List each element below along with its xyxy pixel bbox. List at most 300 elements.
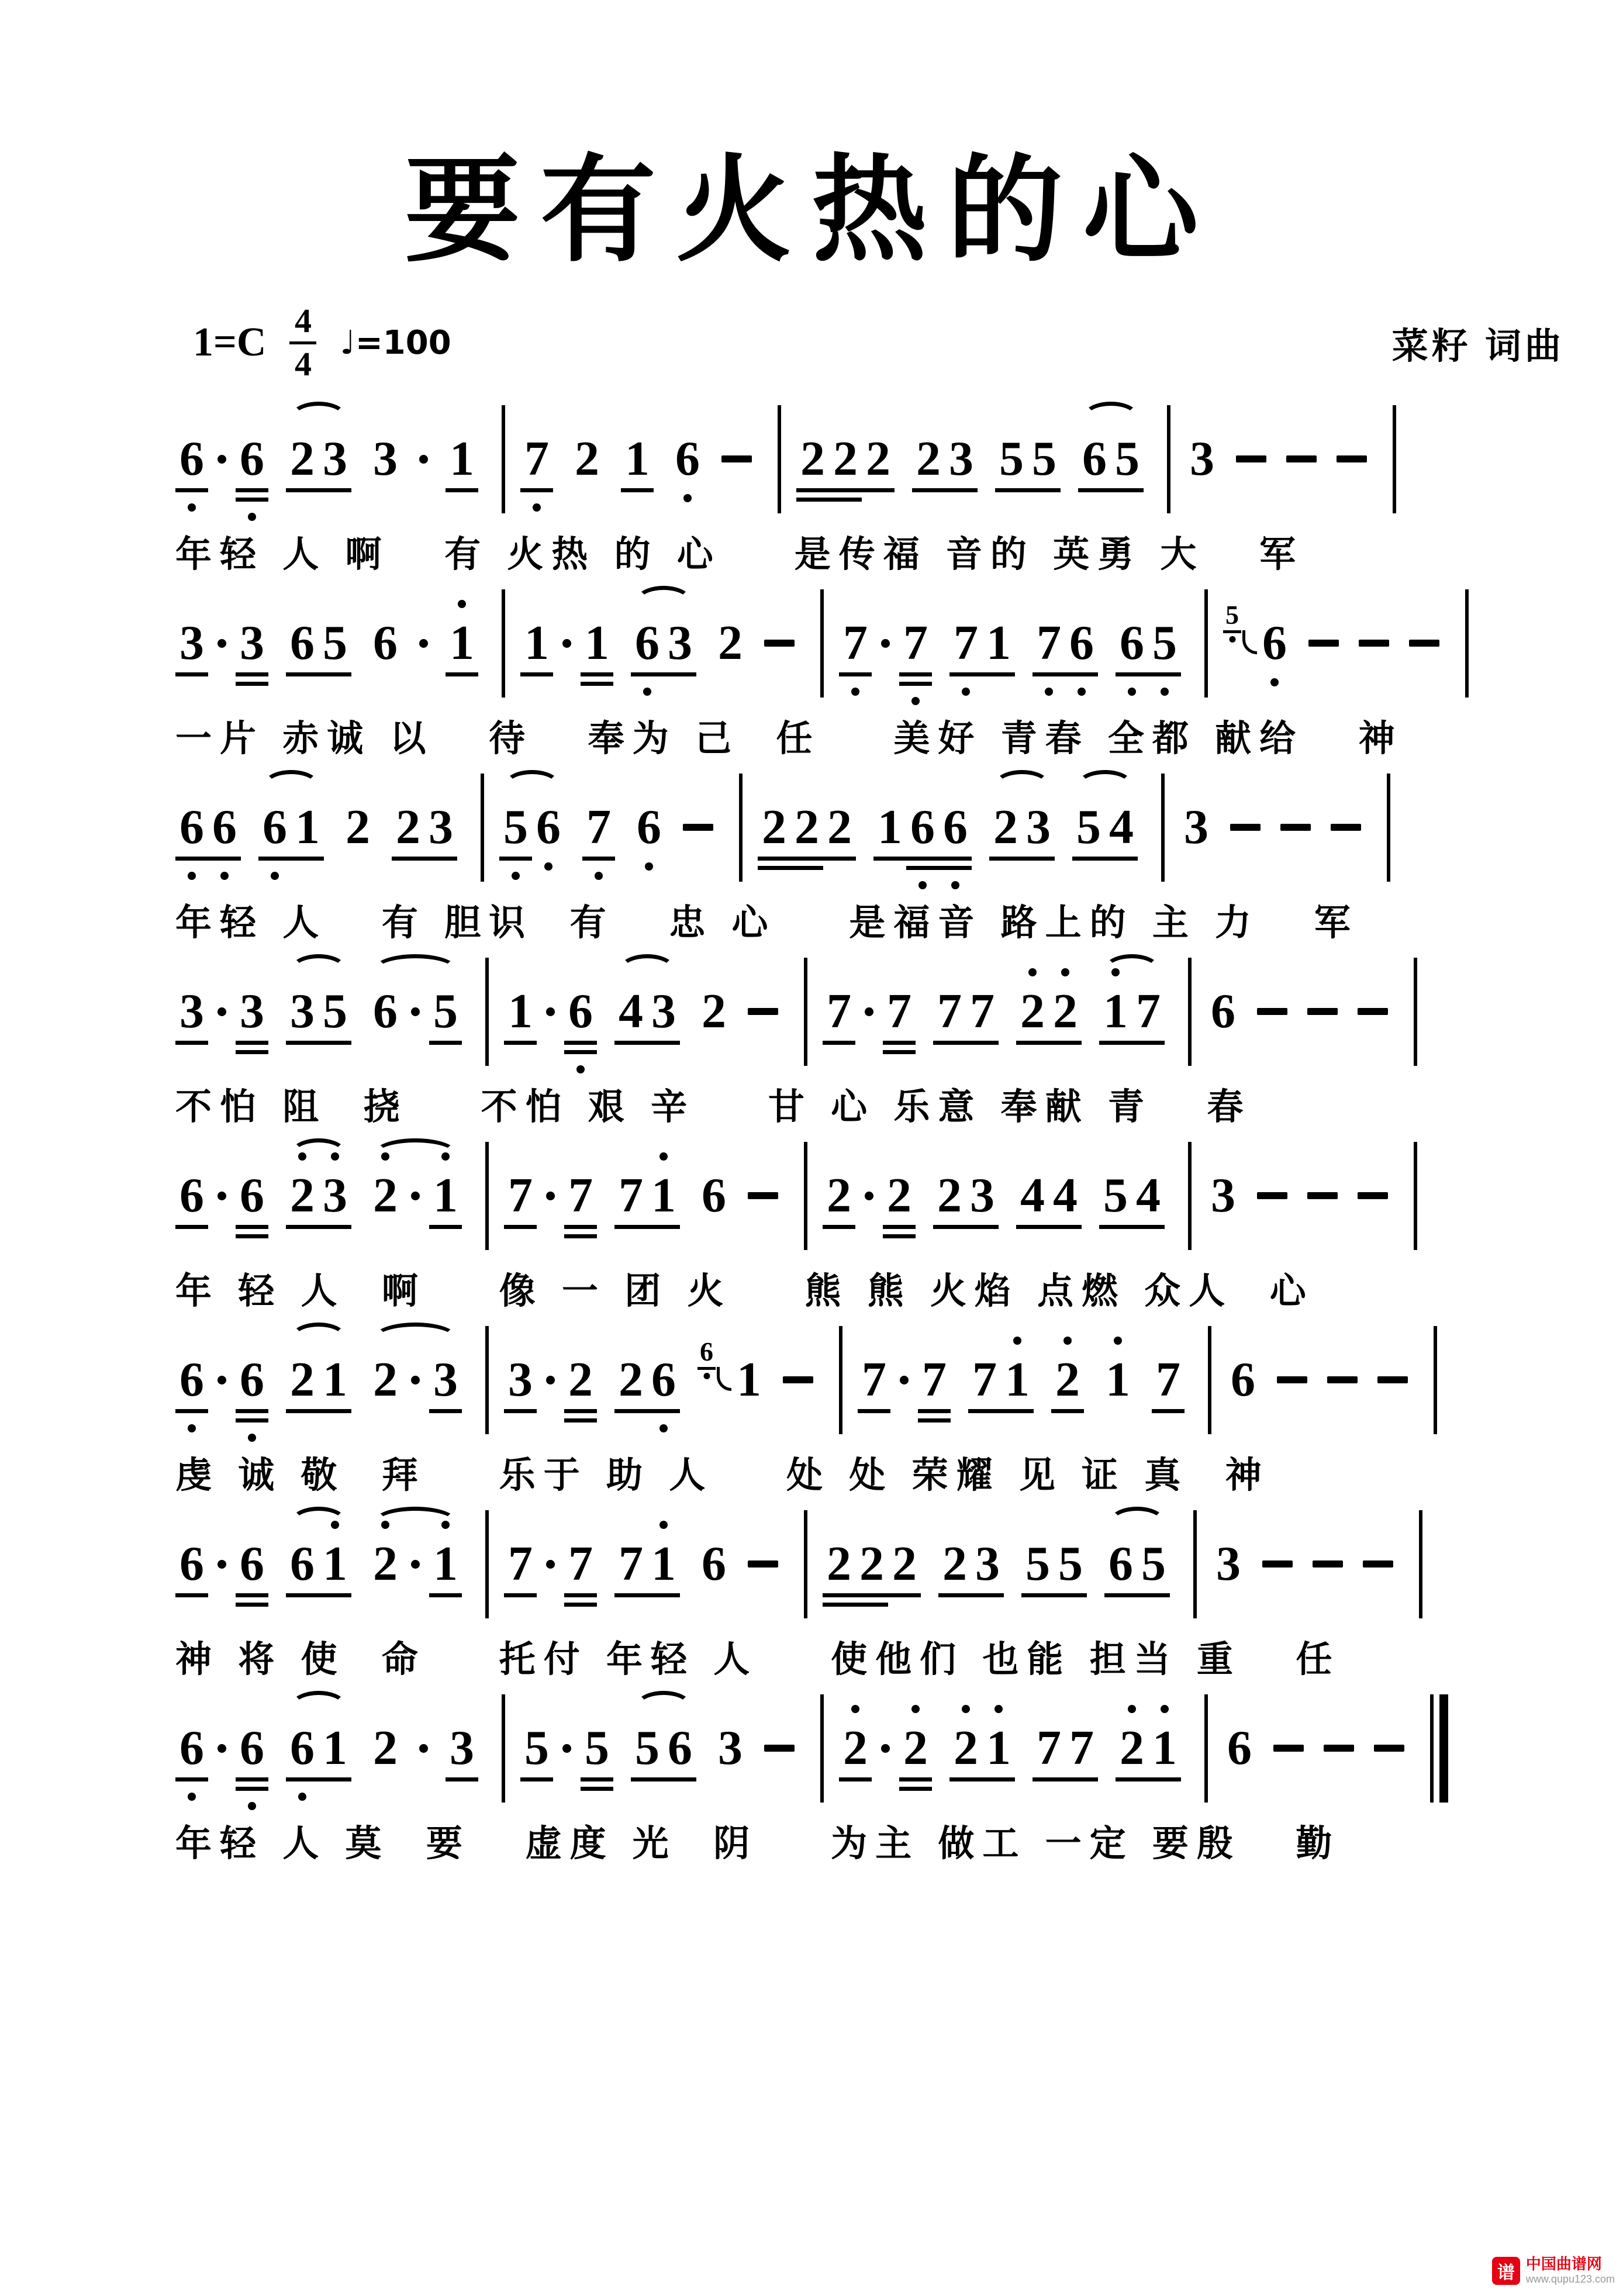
- slur-arc: [263, 770, 319, 800]
- beam-group: [938, 1539, 1004, 1589]
- augmentation-dot: [546, 1192, 555, 1200]
- beam-underline: [319, 1225, 351, 1229]
- note-digit: 3: [508, 1352, 533, 1407]
- duration-dash: [764, 640, 795, 647]
- note: [1099, 984, 1132, 1038]
- octave-dot-high: [1111, 968, 1120, 976]
- note: [858, 1352, 890, 1407]
- note-digit: 1: [1152, 1721, 1177, 1775]
- note: [1054, 1539, 1087, 1589]
- note-digit: 3: [1026, 800, 1051, 854]
- note-digit: 4: [619, 984, 643, 1038]
- octave-dot-low: [188, 1424, 196, 1432]
- augmentation-dot: [217, 639, 226, 648]
- beam-underline: [664, 672, 696, 676]
- note: [614, 1168, 647, 1223]
- note-digit: 6: [179, 1721, 204, 1775]
- note-digit: 7: [524, 431, 549, 486]
- note: [564, 984, 597, 1038]
- beam-group: [1099, 984, 1165, 1038]
- augmentation-dot: [217, 1560, 226, 1569]
- lyrics-row: [175, 1070, 1623, 1137]
- beam-underline: [883, 1050, 916, 1054]
- beam-underline: [899, 1787, 932, 1791]
- note-digit: 2: [373, 1168, 398, 1223]
- beam-group: [823, 1539, 921, 1589]
- beam-underline: [446, 672, 478, 676]
- beam-underline: [581, 1777, 613, 1781]
- augmentation-dot: [419, 455, 428, 464]
- barline: [1188, 958, 1192, 1066]
- beam-underline: [614, 1409, 647, 1413]
- note: [446, 431, 478, 486]
- octave-dot-high: [1128, 1705, 1136, 1713]
- barline: [1193, 1510, 1197, 1618]
- music-line: [175, 585, 1623, 769]
- octave-dot-low: [962, 688, 970, 696]
- beam-group: [989, 800, 1055, 854]
- beam-underline: [236, 1225, 268, 1229]
- note-digit: 3: [668, 616, 692, 670]
- note-digit: 1: [625, 431, 650, 486]
- note-digit: 1: [508, 984, 533, 1038]
- note: [949, 616, 982, 670]
- barline: [1167, 405, 1170, 513]
- octave-dot-high: [381, 1521, 389, 1529]
- beam-underline: [446, 488, 478, 492]
- note: [581, 616, 613, 670]
- beam-underline: [1049, 1041, 1082, 1045]
- beam-group: [175, 431, 268, 486]
- note: [319, 1352, 351, 1407]
- note: [1028, 431, 1061, 486]
- beam-underline: [647, 1593, 680, 1597]
- grace-hook: [717, 1367, 731, 1391]
- notes-row: [175, 1690, 1623, 1807]
- note-digit: 1: [878, 800, 902, 854]
- note: [504, 1168, 537, 1223]
- duration-dash: [1359, 640, 1389, 647]
- note-digit: 3: [1184, 800, 1208, 854]
- octave-dot-high: [1114, 1337, 1122, 1345]
- beam-underline: [520, 488, 553, 492]
- note-digit: 6: [240, 431, 264, 486]
- barline: [1208, 1326, 1211, 1434]
- note-digit: 6: [290, 1537, 315, 1591]
- note-digit: 7: [862, 1352, 886, 1407]
- note: [1137, 1539, 1170, 1589]
- note: [564, 1352, 597, 1407]
- note: [697, 1168, 730, 1223]
- slur-arc: [1109, 1507, 1165, 1537]
- note: [1016, 1168, 1049, 1223]
- barline: [739, 774, 743, 882]
- beam-underline: [647, 1041, 680, 1045]
- note-digit: 3: [949, 431, 973, 486]
- notes-row: [175, 400, 1623, 517]
- note-digit: 2: [373, 1721, 398, 1775]
- note-digit: 1: [986, 1721, 1011, 1775]
- note: [424, 800, 457, 854]
- note: [995, 431, 1028, 486]
- beam-underline: [1016, 1041, 1049, 1045]
- note: [1258, 616, 1291, 670]
- note: [319, 431, 351, 486]
- note-digit: 1: [295, 800, 320, 854]
- note-digit: 7: [568, 1168, 593, 1223]
- beam-underline: [564, 1593, 597, 1597]
- note: [945, 431, 978, 486]
- slur-arc: [291, 402, 347, 432]
- note: [236, 1352, 268, 1407]
- note-digit: 1: [1103, 984, 1128, 1038]
- note-digit: 7: [568, 1537, 593, 1591]
- note-digit: 5: [503, 800, 528, 854]
- note-digit: 6: [290, 616, 315, 670]
- octave-dot-low: [188, 872, 196, 880]
- beam-group: [1099, 1168, 1165, 1223]
- beam-group: [499, 800, 565, 854]
- duration-dash: [1286, 455, 1317, 462]
- beam-underline: [982, 672, 1015, 676]
- beam-underline: [504, 1225, 537, 1229]
- note-digit: 7: [922, 1352, 947, 1407]
- note: [855, 1539, 888, 1589]
- note: [236, 984, 268, 1038]
- note-digit: 5: [524, 1721, 549, 1775]
- augmentation-dot: [411, 1007, 420, 1016]
- note-digit: 3: [450, 1721, 474, 1775]
- barline: [485, 958, 489, 1066]
- octave-dot-low: [951, 881, 959, 889]
- octave-dot-high: [962, 1705, 970, 1713]
- beam-underline: [631, 1777, 664, 1781]
- grace-octave-dot-low: [703, 1373, 710, 1379]
- augmentation-dot: [217, 1192, 226, 1200]
- beam-group: [1021, 1539, 1087, 1589]
- beam-underline: [968, 1409, 1001, 1413]
- note: [319, 1168, 351, 1223]
- note: [319, 984, 351, 1038]
- augmentation-dot: [419, 1744, 428, 1753]
- octave-dot-high: [381, 1152, 389, 1161]
- note-digit: 2: [937, 1168, 962, 1223]
- note-digit: 3: [718, 1721, 743, 1775]
- beam-underline: [581, 672, 613, 676]
- beam-group: [614, 1539, 680, 1589]
- note: [446, 1721, 478, 1775]
- barline: [804, 1510, 807, 1618]
- octave-dot-low: [595, 872, 603, 880]
- lyrics-line: 不怕 阻 挠 不怕 艰 辛 甘 心 乐意 奉献 青 春: [175, 1087, 1252, 1127]
- augmentation-dot: [546, 1376, 555, 1384]
- note-digit: 1: [651, 1537, 676, 1591]
- note: [1022, 800, 1055, 854]
- octave-dot-low: [643, 688, 651, 696]
- barline: [502, 1694, 505, 1803]
- augmentation-dot: [419, 639, 428, 648]
- duration-dash: [764, 1745, 795, 1752]
- beam-group: [631, 1721, 696, 1775]
- note: [883, 984, 916, 1038]
- beam-underline: [796, 498, 829, 502]
- key-label: 1=C: [193, 320, 267, 365]
- note-digit: 7: [508, 1537, 533, 1591]
- beam-underline: [938, 1593, 971, 1597]
- beam-group: [1016, 984, 1082, 1038]
- octave-dot-low: [248, 513, 256, 521]
- beam-underline: [1021, 1593, 1054, 1597]
- beam-underline: [939, 857, 972, 861]
- note-digit: 5: [1115, 431, 1139, 486]
- beam-underline: [236, 1050, 268, 1054]
- grace-note-digit: 6: [700, 1337, 713, 1366]
- beam-underline: [647, 1409, 680, 1413]
- beam-underline: [1001, 1409, 1034, 1413]
- beam-underline: [582, 857, 615, 861]
- beam-underline: [1152, 1409, 1185, 1413]
- note: [429, 1352, 462, 1407]
- beam-group: [1072, 800, 1138, 854]
- octave-dot-high: [298, 1152, 306, 1161]
- beam-underline: [286, 1041, 319, 1045]
- note-digit: 5: [1058, 1537, 1083, 1591]
- note: [429, 1539, 462, 1589]
- note-digit: 1: [524, 616, 549, 670]
- beam-underline: [614, 1593, 647, 1597]
- augmentation-dot: [411, 1560, 420, 1569]
- octave-dot-low: [851, 688, 859, 696]
- beam-group: [286, 1539, 351, 1589]
- note-digit: 2: [903, 1721, 928, 1775]
- score: [0, 400, 1623, 1874]
- note: [823, 800, 856, 854]
- note-digit: 6: [1227, 1721, 1252, 1775]
- grace-note-digit: 5: [1225, 600, 1239, 630]
- note: [839, 616, 872, 670]
- beam-underline: [258, 857, 291, 861]
- octave-dot-high: [1013, 1337, 1021, 1345]
- beam-group: [369, 1352, 462, 1407]
- barline: [1161, 774, 1165, 882]
- beam-underline: [1032, 1777, 1065, 1781]
- note-digit: 6: [179, 1168, 204, 1223]
- beam-underline: [236, 1787, 268, 1791]
- barline: [1188, 1142, 1192, 1250]
- beam-underline: [175, 1041, 208, 1045]
- note-digit: 2: [827, 800, 852, 854]
- duration-dash: [1327, 1376, 1358, 1383]
- octave-dot-low: [576, 1065, 585, 1073]
- beam-underline: [1072, 857, 1105, 861]
- note: [499, 800, 532, 854]
- note: [1065, 1721, 1098, 1775]
- final-barline-thin: [1430, 1694, 1434, 1803]
- watermark-site-url: www.qupu123.com: [1525, 2273, 1615, 2285]
- note: [208, 800, 241, 854]
- note-digit: 6: [568, 984, 593, 1038]
- note-digit: 6: [1082, 431, 1107, 486]
- octave-dot-low: [1128, 688, 1136, 696]
- octave-dot-low: [683, 494, 692, 502]
- barline: [481, 774, 484, 882]
- note: [319, 1539, 351, 1589]
- beam-group: [286, 1721, 351, 1775]
- notes-row: [175, 1137, 1623, 1254]
- note-digit: 2: [1020, 984, 1045, 1038]
- note: [1207, 984, 1239, 1038]
- octave-dot-high: [1028, 968, 1037, 976]
- note-digit: 6: [290, 1721, 315, 1775]
- note: [286, 1721, 319, 1775]
- note: [758, 800, 790, 854]
- beam-underline: [790, 866, 823, 870]
- octave-dot-low: [1161, 688, 1169, 696]
- note: [1152, 1352, 1185, 1407]
- beam-underline: [564, 1225, 597, 1229]
- note-digit: 6: [373, 984, 398, 1038]
- note: [971, 1539, 1004, 1589]
- note-digit: 2: [887, 1168, 911, 1223]
- octave-dot-high: [331, 1152, 339, 1161]
- grace-hook: [1242, 630, 1257, 654]
- note: [790, 800, 823, 854]
- augmentation-dot: [546, 1560, 555, 1569]
- note-digit: 6: [668, 1721, 692, 1775]
- beam-group: [258, 800, 324, 854]
- beam-group: [286, 616, 351, 670]
- beam-underline: [906, 857, 939, 861]
- barline: [485, 1326, 489, 1434]
- note-digit: 6: [635, 616, 659, 670]
- beam-underline: [1078, 488, 1111, 492]
- note: [631, 1721, 664, 1775]
- beam-underline: [236, 1409, 268, 1413]
- note: [429, 984, 462, 1038]
- note-digit: 4: [1136, 1168, 1161, 1223]
- note-digit: 6: [1069, 616, 1094, 670]
- beam-underline: [823, 1225, 855, 1229]
- octave-dot-low: [248, 1802, 256, 1810]
- note-digit: 7: [1156, 1352, 1180, 1407]
- duration-dash: [1257, 1008, 1287, 1015]
- beam-group: [369, 1539, 462, 1589]
- note-digit: 5: [585, 1721, 609, 1775]
- note: [175, 1721, 208, 1775]
- octave-dot-high: [994, 1705, 1003, 1713]
- octave-dot-high: [1061, 968, 1069, 976]
- note-digit: 6: [240, 1721, 264, 1775]
- beam-underline: [873, 857, 906, 861]
- beam-group: [504, 984, 597, 1038]
- duration-dash: [1307, 1192, 1338, 1199]
- duration-dash: [1313, 1560, 1343, 1568]
- barline: [502, 589, 505, 698]
- octave-dot-high: [659, 1152, 668, 1161]
- note: [175, 800, 208, 854]
- note-digit: 2: [892, 1537, 917, 1591]
- notes-row: [175, 1321, 1623, 1438]
- note-digit: 5: [1032, 431, 1056, 486]
- beam-underline: [319, 1593, 351, 1597]
- beam-group: [614, 1168, 680, 1223]
- beam-underline: [982, 1777, 1015, 1781]
- note: [291, 800, 324, 854]
- note: [175, 431, 208, 486]
- octave-dot-high: [441, 1521, 450, 1529]
- note: [912, 431, 945, 486]
- beam-underline: [1148, 1777, 1181, 1781]
- beam-underline: [319, 488, 351, 492]
- beam-underline: [918, 1409, 951, 1413]
- note: [647, 984, 680, 1038]
- final-barline: [1430, 1694, 1448, 1803]
- note-digit: 3: [179, 616, 204, 670]
- note-digit: 7: [1069, 1721, 1094, 1775]
- duration-dash: [1337, 455, 1367, 462]
- slur-arc: [636, 586, 692, 616]
- beam-underline: [424, 857, 457, 861]
- note: [1049, 1168, 1082, 1223]
- note: [1101, 1352, 1134, 1407]
- octave-dot-low: [188, 1793, 196, 1801]
- beam-underline: [1137, 1593, 1170, 1597]
- beam-underline: [1111, 488, 1144, 492]
- time-signature-bar: [289, 341, 316, 344]
- duration-dash: [1363, 1560, 1393, 1568]
- time-signature-top: 4: [294, 301, 312, 340]
- beam-underline: [1049, 1225, 1082, 1229]
- notes-row: [175, 769, 1623, 886]
- note-digit: 6: [702, 1168, 726, 1223]
- note-digit: 6: [263, 800, 287, 854]
- octave-dot-high: [1161, 1705, 1169, 1713]
- note-digit: 5: [433, 984, 458, 1038]
- note: [1132, 1168, 1165, 1223]
- beam-underline: [581, 682, 613, 686]
- note-digit: 2: [954, 1721, 978, 1775]
- beam-underline: [1032, 672, 1065, 676]
- note: [906, 800, 939, 854]
- note-digit: 6: [373, 616, 398, 670]
- music-line: [175, 1137, 1623, 1321]
- note: [369, 1352, 402, 1407]
- beam-group: [504, 1168, 597, 1223]
- note: [899, 1721, 932, 1775]
- beam-underline: [286, 1777, 319, 1781]
- note: [862, 431, 895, 486]
- beam-underline: [286, 1593, 319, 1597]
- lyrics-line: 神 将 使 命 托付 年轻 人 使他们 也能 担当 重 任: [175, 1639, 1341, 1680]
- augmentation-dot: [562, 639, 571, 648]
- beam-underline: [1105, 857, 1138, 861]
- key-signature: [193, 303, 451, 382]
- beam-underline: [286, 488, 319, 492]
- beam-underline: [429, 1041, 462, 1045]
- beam-group: [369, 984, 462, 1038]
- note-digit: 1: [323, 1721, 347, 1775]
- octave-dot-low: [1270, 678, 1279, 686]
- note: [369, 1168, 402, 1223]
- beam-underline: [855, 1593, 888, 1597]
- beam-underline: [446, 1777, 478, 1781]
- note: [1180, 800, 1213, 854]
- beam-group: [392, 800, 457, 854]
- note-digit: 7: [1037, 1721, 1061, 1775]
- beam-group: [286, 1352, 351, 1407]
- note-digit: 4: [1109, 800, 1134, 854]
- beam-underline: [175, 1225, 208, 1229]
